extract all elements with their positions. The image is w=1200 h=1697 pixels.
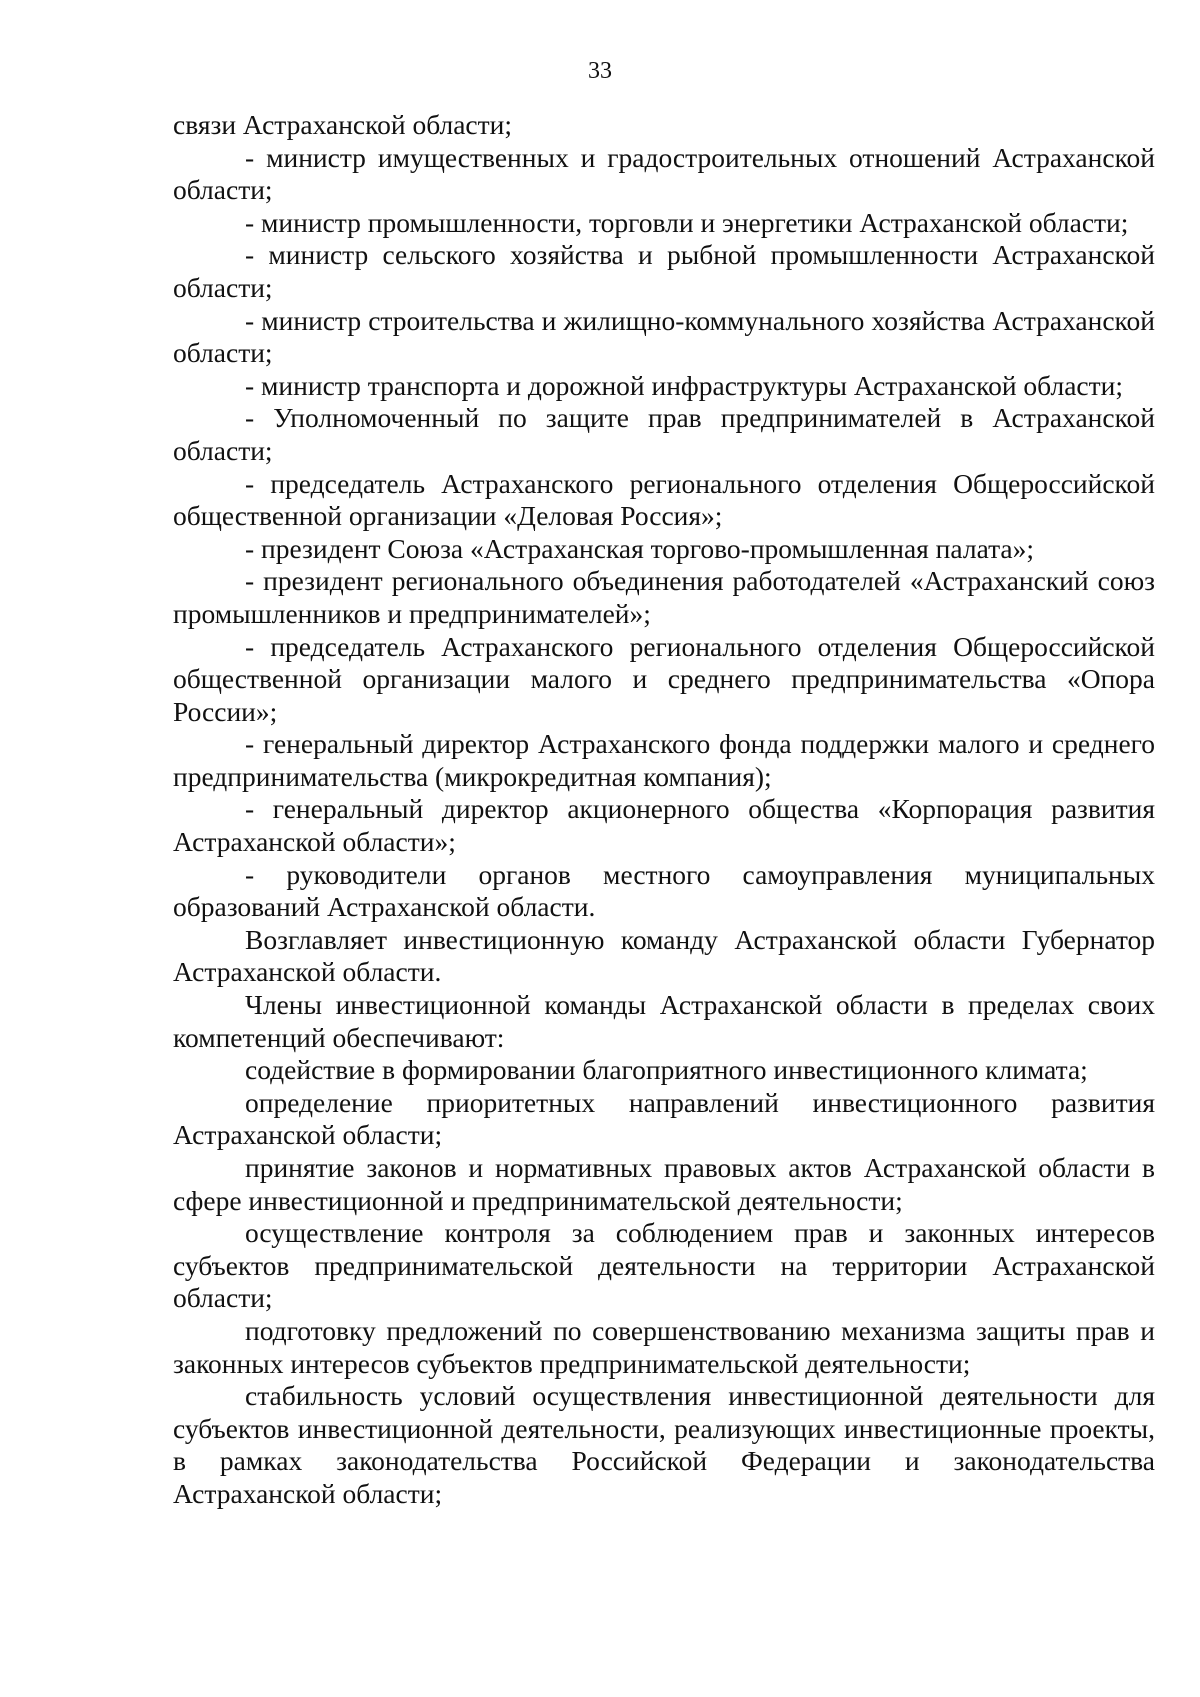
- paragraph: подготовку предложений по совершенствованию механизма защиты прав и законных интересов субъектов предпринимательской деятельности;: [173, 1314, 1155, 1379]
- paragraph: принятие законов и нормативных правовых актов Астраханской области в сфере инвестиционной и предпринимательской деятельности;: [173, 1152, 1155, 1216]
- paragraph: - президент Союза «Астраханская торгово-промышленная палата»;: [245, 532, 1035, 564]
- paragraph: стабильность условий осуществления инвестиционной деятельности для субъектов инвестиционной деятельности, реализующих инвестиционные проекты, в рамках законодательства Российской Федерации и законодательства Астраханской области;: [173, 1380, 1155, 1509]
- paragraph: - председатель Астраханского регионального отделения Общероссийской общественной организации «Деловая Россия»;: [173, 467, 1155, 532]
- paragraph: - руководители органов местного самоуправления муниципальных образований Астраханской области.: [173, 858, 1155, 923]
- paragraph: Возглавляет инвестиционную команду Астраханской области Губернатор Астраханской области.: [173, 923, 1155, 988]
- paragraph: - председатель Астраханского регионального отделения Общероссийской общественной организации малого и среднего предпринимательства «Опора России»;: [173, 630, 1155, 727]
- paragraph: - министр имущественных и градостроительных отношений Астраханской области;: [173, 141, 1155, 206]
- document-body: [173, 109, 1155, 1511]
- paragraph: - министр строительства и жилищно-коммунального хозяйства Астраханской области;: [173, 304, 1155, 369]
- paragraph: - президент регионального объединения работодателей «Астраханский союз промышленников и предпринимателей»;: [173, 565, 1155, 629]
- paragraph: Члены инвестиционной команды Астраханской области в пределах своих компетенций обеспечивают:: [173, 989, 1155, 1053]
- paragraph: - министр сельского хозяйства и рыбной промышленности Астраханской области;: [173, 239, 1155, 303]
- paragraph: содействие в формировании благоприятного инвестиционного климата;: [245, 1054, 1088, 1086]
- paragraph: определение приоритетных направлений инвестиционного развития Астраханской области;: [173, 1086, 1155, 1151]
- paragraph: осуществление контроля за соблюдением прав и законных интересов субъектов предпринимательской деятельности на территории Астраханской области;: [173, 1217, 1155, 1314]
- page-number: 33: [588, 58, 612, 84]
- paragraph: - министр промышленности, торговли и энергетики Астраханской области;: [245, 206, 1129, 238]
- paragraph: - Уполномоченный по защите прав предпринимателей в Астраханской области;: [173, 402, 1155, 466]
- paragraph: связи Астраханской области;: [173, 109, 513, 140]
- paragraph: - генеральный директор Астраханского фонда поддержки малого и среднего предпринимательства (микрокредитная компания);: [173, 728, 1155, 792]
- paragraph: - генеральный директор акционерного общества «Корпорация развития Астраханской области»;: [173, 793, 1155, 858]
- paragraph: - министр транспорта и дорожной инфраструктуры Астраханской области;: [245, 369, 1123, 401]
